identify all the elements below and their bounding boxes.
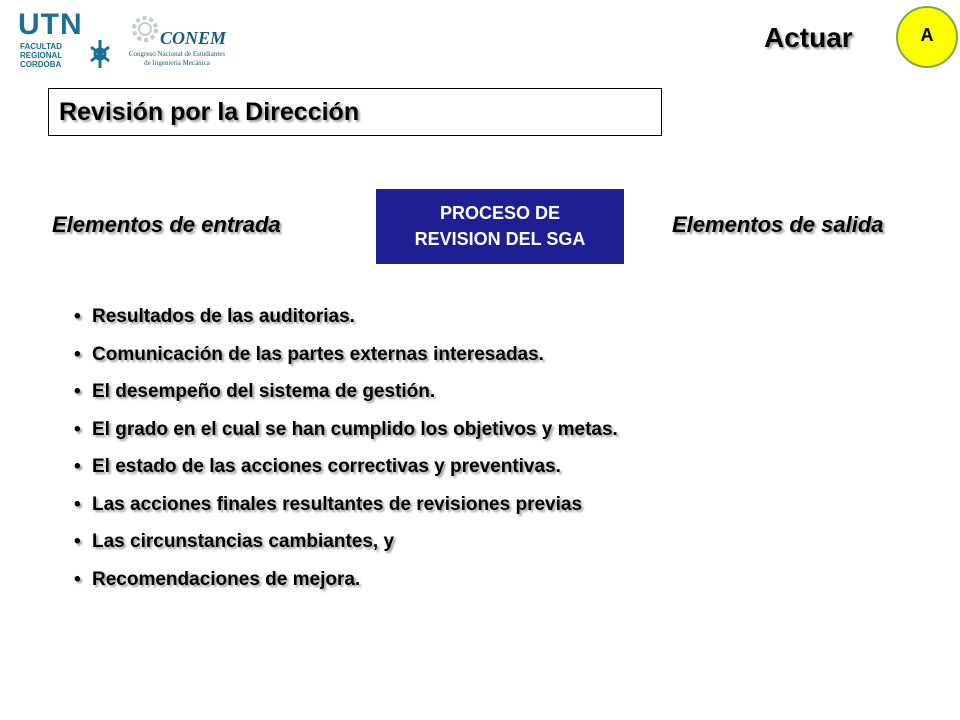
input-items-list <box>74 306 618 606</box>
output-elements-label: Elementos de salida <box>672 212 884 237</box>
list-item <box>74 344 618 382</box>
bullet-icon: • <box>74 493 81 515</box>
bullet-icon: • <box>74 343 81 365</box>
utn-logo-line3: CORDOBA <box>20 60 62 69</box>
section-title: Revisión por la Dirección <box>59 98 360 126</box>
section-title-box <box>48 88 662 136</box>
list-item <box>74 306 618 344</box>
utn-logo-line2: REGIONAL <box>20 51 63 60</box>
conem-logo-line1: Congreso Nacional de Estudiantes <box>128 50 226 58</box>
bullet-icon: • <box>74 456 81 477</box>
utn-logo-line1: FACULTAD <box>20 42 62 51</box>
list-item <box>74 531 618 569</box>
bullet-icon: • <box>74 381 81 402</box>
conem-logo-line2: de Ingeniería Mecánica <box>144 59 210 67</box>
process-line-2: REVISION DEL SGA <box>414 229 586 249</box>
conem-logo <box>118 12 236 70</box>
gear-icon <box>128 12 162 46</box>
list-item-text: El desempeño del sistema de gestión. <box>92 381 436 402</box>
list-item <box>74 569 618 607</box>
slide-heading: Actuar <box>764 22 853 53</box>
list-item-text: Comunicación de las partes externas interesadas. <box>92 343 544 365</box>
bullet-icon: • <box>74 531 81 552</box>
list-item <box>74 381 618 419</box>
bullet-icon: • <box>74 418 81 440</box>
list-item-text: Recomendaciones de mejora. <box>92 568 361 590</box>
list-item-text: Las acciones finales resultantes de revisiones previas <box>92 493 583 515</box>
list-item-text: El grado en el cual se han cumplido los objetivos y metas. <box>92 418 618 440</box>
bullet-icon: • <box>74 306 81 327</box>
list-item <box>74 456 618 494</box>
process-box <box>376 189 624 264</box>
list-item-text: Las circunstancias cambiantes, y <box>92 531 395 552</box>
list-item <box>74 419 618 457</box>
bullet-icon: • <box>74 568 81 590</box>
utn-logo-text: UTN <box>18 8 83 41</box>
process-line-1: PROCESO DE <box>439 203 561 223</box>
list-item-text: El estado de las acciones correctivas y preventivas. <box>92 456 561 477</box>
phase-badge: A <box>896 6 958 68</box>
utn-emblem-icon <box>88 38 112 70</box>
input-elements-label: Elementos de entrada <box>52 212 281 237</box>
list-item-text: Resultados de las auditorias. <box>92 306 355 327</box>
list-item <box>74 494 618 532</box>
conem-logo-text: CONEM <box>160 28 227 48</box>
utn-logo <box>18 10 114 70</box>
